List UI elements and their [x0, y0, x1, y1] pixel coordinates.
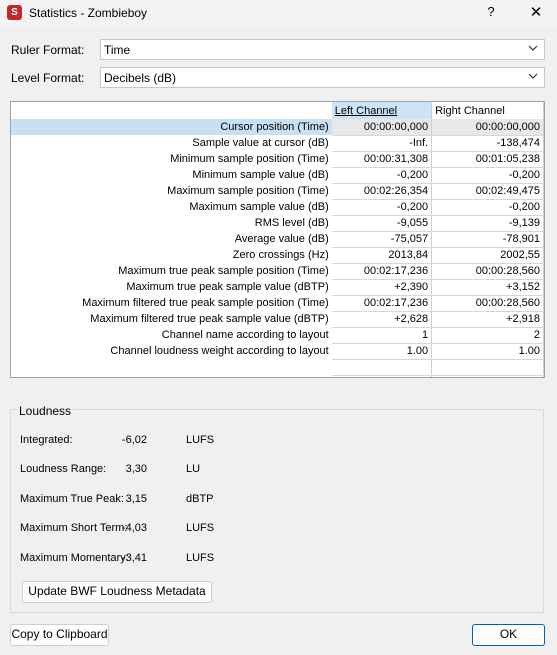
right-value: -9,139 — [432, 215, 544, 231]
loudness-range-value: 3,30 — [125, 463, 147, 475]
chevron-down-icon — [528, 43, 538, 53]
left-value: -Inf. — [332, 135, 432, 151]
window-title: Statistics - Zombieboy — [29, 6, 148, 20]
left-value: 00:02:17,236 — [332, 295, 432, 311]
right-value: 2002,55 — [432, 247, 544, 263]
integrated-value: -6,02 — [121, 434, 147, 446]
max-momentary-unit: LUFS — [186, 552, 215, 564]
left-value: +2,390 — [332, 279, 432, 295]
right-value: 1.00 — [432, 343, 544, 359]
table-row[interactable] — [11, 199, 544, 215]
left-value: -0,200 — [332, 199, 432, 215]
right-value: 00:00:00,000 — [432, 119, 544, 135]
loudness-range-unit: LU — [186, 463, 201, 475]
level-format-select[interactable] — [100, 67, 545, 88]
left-value: 00:02:26,354 — [332, 183, 432, 199]
right-value: 00:00:28,560 — [432, 295, 544, 311]
right-value: 2 — [432, 327, 544, 343]
statistics-table[interactable] — [10, 101, 545, 378]
app-logo-icon: S — [7, 5, 22, 20]
integrated-label: Integrated: — [20, 434, 73, 446]
row-name: Maximum filtered true peak sample value (dBTP) — [90, 313, 329, 325]
table-row[interactable] — [11, 327, 544, 343]
ruler-format-value: Time — [104, 43, 131, 57]
integrated-unit: LUFS — [186, 434, 215, 446]
table-row[interactable] — [11, 167, 544, 183]
left-value: -9,055 — [332, 215, 432, 231]
title-bar — [0, 0, 557, 27]
left-value: 00:02:17,236 — [332, 263, 432, 279]
empty-cell — [332, 375, 432, 378]
copy-to-clipboard-button[interactable]: Copy to Clipboard — [10, 624, 109, 646]
table-row[interactable] — [11, 343, 544, 359]
table-corner-header — [11, 102, 332, 119]
table-row[interactable] — [11, 183, 544, 199]
table-row[interactable] — [11, 311, 544, 327]
help-button[interactable]: ? — [487, 4, 495, 19]
table-row[interactable] — [11, 279, 544, 295]
right-value: +2,918 — [432, 311, 544, 327]
left-value: 1.00 — [332, 343, 432, 359]
row-name: Maximum true peak sample position (Time) — [118, 265, 329, 277]
right-value: -78,901 — [432, 231, 544, 247]
left-value: +2,628 — [332, 311, 432, 327]
row-name: Sample value at cursor (dB) — [192, 137, 329, 149]
max-momentary-label: Maximum Momentary: — [20, 552, 129, 564]
row-name: Zero crossings (Hz) — [232, 249, 329, 261]
left-value: 1 — [332, 327, 432, 343]
row-name: Maximum sample value (dB) — [189, 201, 329, 213]
max-true-peak-label: Maximum True Peak: — [20, 493, 124, 505]
column-header-right-channel[interactable]: Right Channel — [432, 102, 544, 119]
table-row[interactable] — [11, 151, 544, 167]
right-value: 00:01:05,238 — [432, 151, 544, 167]
chevron-down-icon — [528, 71, 538, 81]
row-name: Maximum sample position (Time) — [167, 185, 329, 197]
ruler-format-label: Ruler Format: — [11, 43, 85, 57]
loudness-range-label: Loudness Range: — [20, 463, 107, 475]
right-value: -138,474 — [432, 135, 544, 151]
close-button[interactable]: ✕ — [529, 4, 543, 21]
row-name: Channel name according to layout — [161, 329, 329, 341]
ruler-format-select[interactable] — [100, 39, 545, 60]
right-value: -0,200 — [432, 167, 544, 183]
row-name: Minimum sample value (dB) — [192, 169, 329, 181]
left-value: -75,057 — [332, 231, 432, 247]
empty-cell — [432, 375, 544, 378]
row-name: Cursor position (Time) — [11, 119, 332, 135]
row-name: Channel loudness weight according to layout — [110, 345, 329, 357]
table-row[interactable] — [11, 119, 544, 135]
table-row-empty — [11, 359, 544, 375]
max-short-term-unit: LUFS — [186, 522, 215, 534]
row-name: Maximum filtered true peak sample position (Time) — [82, 297, 329, 309]
update-bwf-loudness-button[interactable]: Update BWF Loudness Metadata — [22, 581, 212, 603]
empty-cell — [11, 359, 332, 375]
right-value: 00:00:28,560 — [432, 263, 544, 279]
right-value: 00:02:49,475 — [432, 183, 544, 199]
column-header-left-channel[interactable]: Left Channel — [332, 102, 432, 119]
table-row[interactable] — [11, 215, 544, 231]
table-row[interactable] — [11, 247, 544, 263]
max-true-peak-value: 3,15 — [125, 493, 147, 505]
loudness-group-title: Loudness — [19, 404, 72, 418]
empty-cell — [432, 359, 544, 375]
table-row-empty — [11, 375, 544, 378]
empty-cell — [332, 359, 432, 375]
table-row[interactable] — [11, 263, 544, 279]
left-value: -0,200 — [332, 167, 432, 183]
table-row[interactable] — [11, 135, 544, 151]
row-name: Average value (dB) — [234, 233, 329, 245]
ok-button[interactable]: OK — [472, 624, 545, 646]
left-value: 2013,84 — [332, 247, 432, 263]
row-name: RMS level (dB) — [254, 217, 329, 229]
table-row[interactable] — [11, 231, 544, 247]
table-row[interactable] — [11, 295, 544, 311]
level-format-value: Decibels (dB) — [104, 71, 177, 85]
max-true-peak-unit: dBTP — [186, 493, 214, 505]
right-value: +3,152 — [432, 279, 544, 295]
level-format-label: Level Format: — [11, 71, 85, 85]
max-short-term-value: -4,03 — [121, 522, 147, 534]
right-value: -0,200 — [432, 199, 544, 215]
row-name: Maximum true peak sample value (dBTP) — [126, 281, 329, 293]
max-short-term-label: Maximum Short Term: — [20, 522, 128, 534]
row-name: Minimum sample position (Time) — [170, 153, 329, 165]
left-value: 00:00:00,000 — [332, 119, 432, 135]
left-value: 00:00:31,308 — [332, 151, 432, 167]
max-momentary-value: -3,41 — [121, 552, 147, 564]
empty-cell — [11, 375, 332, 378]
